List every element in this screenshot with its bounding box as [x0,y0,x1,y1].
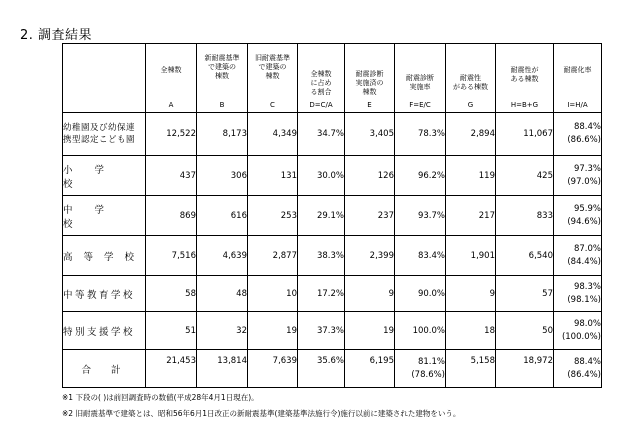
rate-previous: (86.4%) [567,369,601,380]
total-h: 18,972 [496,350,554,388]
cell-a: 58 [146,276,197,312]
cell-g: 1,901 [446,236,496,276]
cell-i [554,156,602,196]
cell-e: 9 [345,276,395,312]
cell-c: 131 [248,156,298,196]
cell-g: 2,894 [446,113,496,156]
cell-i [554,196,602,236]
rate-previous: (94.6%) [567,216,601,227]
table-row [63,276,602,312]
rate-current: 87.0% [573,243,601,254]
header-a: 全棟数 A [146,44,197,113]
table-row [63,196,602,236]
rate-previous: (98.1%) [567,294,601,305]
total-b: 13,814 [197,350,248,388]
cell-f: 96.2% [395,156,446,196]
cell-f: 100.0% [395,312,446,350]
rate-previous: (97.0%) [567,176,601,187]
cell-e: 2,399 [345,236,395,276]
cell-h: 50 [496,312,554,350]
cell-g: 9 [446,276,496,312]
rate-previous: (84.4%) [567,256,601,267]
header-h: 耐震性が ある棟数 H=B+G [496,44,554,113]
cell-g: 119 [446,156,496,196]
row-label: 中等教育学校 [63,289,136,301]
cell-e: 19 [345,312,395,350]
rate-current: 81.1% [417,356,445,367]
header-c: 旧耐震基準 で建築の 棟数 C [248,44,298,113]
cell-e: 237 [345,196,395,236]
header-g: 耐震性 がある棟数 G [446,44,496,113]
section-title: 2. 調査結果 [20,28,93,43]
cell-a: 12,522 [146,113,197,156]
row-label: 小学校 [63,164,127,190]
cell-a: 7,516 [146,236,197,276]
cell-b: 4,639 [197,236,248,276]
cell-d: 34.7% [298,113,345,156]
row-label: 高等学校 [63,251,146,263]
header-f: 耐震診断 実施率 F=E/C [395,44,446,113]
table-row [63,312,602,350]
table-row [63,113,602,156]
cell-d: 17.2% [298,276,345,312]
row-label: 幼稚園及び幼保連携型認定こども園 [63,123,136,145]
survey-results-table [62,43,602,388]
rate-current: 88.4% [573,122,601,132]
cell-b: 32 [197,312,248,350]
cell-a: 437 [146,156,197,196]
cell-d: 30.0% [298,156,345,196]
cell-b: 616 [197,196,248,236]
rate-previous: (100.0%) [561,331,601,342]
total-c: 7,639 [248,350,298,388]
total-i [554,350,602,388]
cell-b: 48 [197,276,248,312]
cell-a: 51 [146,312,197,350]
header-b: 新耐震基準 で建築の 棟数 B [197,44,248,113]
total-a: 21,453 [146,350,197,388]
table-row [63,236,602,276]
cell-d: 37.3% [298,312,345,350]
cell-c: 2,877 [248,236,298,276]
cell-i [554,276,602,312]
table-row [63,156,602,196]
cell-f: 78.3% [395,113,446,156]
cell-d: 29.1% [298,196,345,236]
header-e: 耐震診断 実施済の 棟数 E [345,44,395,113]
rate-previous: (78.6%) [411,369,445,380]
header-i: 耐震化率 I=H/A [554,44,602,113]
cell-g: 18 [446,312,496,350]
cell-i [554,312,602,350]
cell-c: 253 [248,196,298,236]
rate-current: 98.3% [573,281,601,292]
rate-previous: (86.6%) [567,135,601,145]
cell-i [554,113,602,156]
cell-b: 8,173 [197,113,248,156]
header-row [63,44,602,113]
total-g: 5,158 [446,350,496,388]
row-label: 中学校 [63,204,127,230]
header-d: 全棟数 に占め る割合 D=C/A [298,44,345,113]
cell-c: 10 [248,276,298,312]
cell-f: 83.4% [395,236,446,276]
footnote-2: ※2 旧耐震基準で建築とは、昭和56年6月1日改正の新耐震基準(建築基準法施行令)施行以前に建築された建物をいう。 [62,409,461,418]
cell-i [554,236,602,276]
total-f [395,350,446,388]
row-label: 特別支援学校 [63,326,136,338]
cell-c: 19 [248,312,298,350]
header-corner [63,44,146,113]
rate-current: 95.9% [573,203,601,214]
cell-h: 6,540 [496,236,554,276]
cell-e: 3,405 [345,113,395,156]
total-e: 6,195 [345,350,395,388]
cell-f: 93.7% [395,196,446,236]
rate-current: 97.3% [573,163,601,174]
rate-current: 88.4% [573,356,601,367]
cell-e: 126 [345,156,395,196]
footnote-1: ※1 下段の( )は前回調査時の数値(平成28年4月1日現在)。 [62,393,259,402]
rate-current: 98.0% [573,318,601,329]
total-row [63,350,602,388]
cell-g: 217 [446,196,496,236]
total-label: 合計 [81,364,141,376]
cell-h: 11,067 [496,113,554,156]
cell-c: 4,349 [248,113,298,156]
cell-d: 38.3% [298,236,345,276]
cell-h: 833 [496,196,554,236]
cell-f: 90.0% [395,276,446,312]
cell-h: 425 [496,156,554,196]
cell-a: 869 [146,196,197,236]
total-d: 35.6% [298,350,345,388]
cell-b: 306 [197,156,248,196]
cell-h: 57 [496,276,554,312]
